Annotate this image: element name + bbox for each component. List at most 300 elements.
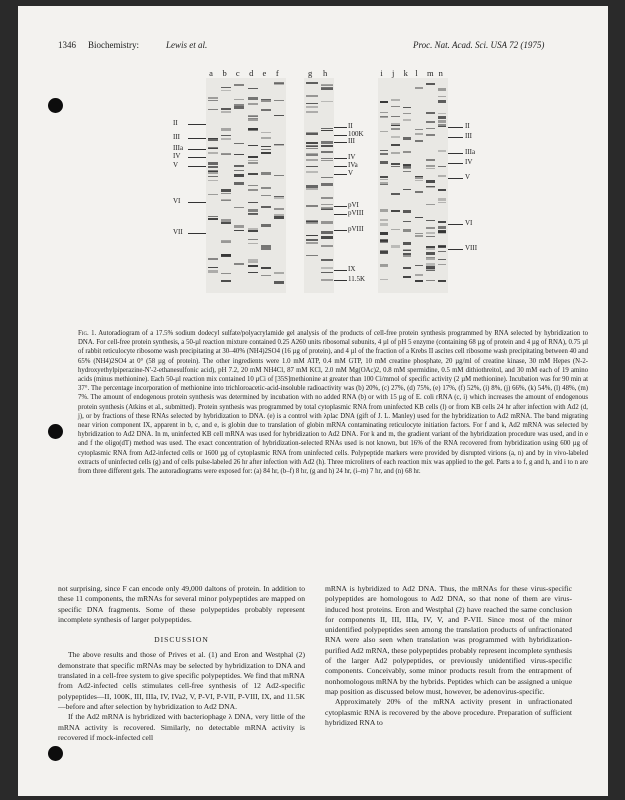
gel-band xyxy=(391,116,400,117)
gel-band xyxy=(261,245,271,247)
gel-band xyxy=(438,189,447,191)
gel-band xyxy=(403,171,412,172)
gel-band xyxy=(438,202,447,203)
gel-band xyxy=(208,97,218,99)
gel-band xyxy=(208,270,218,273)
marker-line xyxy=(334,166,347,167)
marker-label-mid: IX xyxy=(348,265,356,273)
gel-band xyxy=(380,242,389,243)
gel-band xyxy=(234,170,244,172)
gel-band xyxy=(415,274,424,276)
gel-band xyxy=(403,137,412,140)
gel-band xyxy=(415,217,424,218)
gel-band xyxy=(380,150,389,151)
lane-letter: m xyxy=(427,68,434,78)
marker-label-mid: pVIII xyxy=(348,225,364,233)
gel-band xyxy=(261,149,271,151)
gel-band xyxy=(391,193,400,195)
gel-band xyxy=(261,109,271,111)
gel-band xyxy=(415,129,424,130)
gel-band xyxy=(208,194,218,195)
gel-band xyxy=(438,113,447,115)
gel-band xyxy=(321,88,333,90)
marker-line xyxy=(334,174,347,175)
gel-band xyxy=(426,232,435,234)
gel-band xyxy=(261,267,271,270)
gel-band xyxy=(380,219,389,221)
gel-band xyxy=(306,235,318,236)
gel-band xyxy=(438,126,447,127)
gel-band xyxy=(403,242,412,245)
gel-band xyxy=(391,152,400,153)
marker-label-left: IV xyxy=(173,152,181,160)
paragraph: Approximately 20% of the mRNA activity present in unfractionated cytoplasmic RNA is recovered by the above procedure. Preparation of sufficient hybridized RNA to xyxy=(325,697,572,727)
marker-line xyxy=(448,163,463,164)
gel-band xyxy=(380,251,389,254)
gel-band xyxy=(248,88,258,89)
lane-letter: e xyxy=(262,68,267,78)
gel-lane xyxy=(221,78,231,293)
gel-band xyxy=(221,222,231,224)
marker-line xyxy=(188,138,206,139)
gel-band xyxy=(306,242,318,245)
gel-band xyxy=(306,205,318,207)
gel-band xyxy=(248,103,258,105)
marker-line xyxy=(448,178,463,179)
gel-band xyxy=(380,112,389,114)
gel-band xyxy=(248,118,258,120)
gel-band xyxy=(321,231,333,234)
marker-label-right: V xyxy=(465,173,471,181)
gel-band xyxy=(248,272,258,274)
gel-band xyxy=(438,198,447,201)
lane-letter: d xyxy=(249,68,254,78)
gel-band xyxy=(426,270,435,271)
gel-band xyxy=(208,100,218,101)
gel-band xyxy=(221,128,231,131)
gel-band xyxy=(403,210,412,212)
gel-band xyxy=(438,150,447,152)
gel-band xyxy=(261,224,271,227)
gel-band xyxy=(426,121,435,123)
gel-band xyxy=(380,209,389,211)
gel-band xyxy=(221,254,231,256)
gel-band xyxy=(306,82,318,84)
paragraph: The above results and those of Prives et al. (1) and Eron and Westphal (2) demonstrate that specific mRNAs may be selected by hybridization to DNA and translated in a cell-free system to give specific polypeptides. We find that mRNA from Ad2-infected cells stimulates cell-free synthesis of 12 Ad2-specific polypeptides—II, 100K, III, IIIa, IV, IVa2, V, P-VI, P-VII, P-VIII, IX, and 11.5K—before and after selection by hybridization to Ad2 DNA. xyxy=(58,650,305,711)
gel-band xyxy=(248,214,258,215)
lane-letter: l xyxy=(415,68,418,78)
gel-band xyxy=(248,173,258,175)
gel-band xyxy=(438,116,447,119)
marker-label-mid: IV xyxy=(348,153,356,161)
gel-band xyxy=(274,83,284,85)
gel-band xyxy=(248,162,258,164)
marker-label-right: IV xyxy=(465,158,473,166)
gel-band xyxy=(248,265,258,267)
gel-band xyxy=(321,204,333,205)
gel-band xyxy=(248,239,258,241)
gel-band xyxy=(415,87,424,88)
gel-band xyxy=(380,161,389,164)
gel-band xyxy=(261,99,271,102)
gel-band xyxy=(248,145,258,146)
gel-band xyxy=(391,163,400,165)
gel-band xyxy=(234,143,244,144)
lane-letter: b xyxy=(222,68,227,78)
gel-band xyxy=(261,247,271,249)
gel-band xyxy=(306,148,318,149)
gel-band xyxy=(438,88,447,91)
gel-band xyxy=(321,279,333,282)
gel-band xyxy=(403,164,412,166)
gel-band xyxy=(274,100,284,102)
gel-band xyxy=(403,267,412,269)
marker-line xyxy=(334,280,347,281)
gel-band xyxy=(208,147,218,149)
marker-line xyxy=(334,135,347,136)
gel-band xyxy=(234,165,244,167)
gel-lane xyxy=(403,78,412,293)
gel-band xyxy=(306,111,318,113)
marker-line xyxy=(334,206,347,207)
gel-band xyxy=(274,281,284,284)
gel-band xyxy=(306,255,318,256)
gel-band xyxy=(438,259,447,260)
gel-band xyxy=(391,144,400,146)
gel-band xyxy=(403,166,412,168)
gel-band xyxy=(306,185,318,188)
caption-text: Autoradiogram of a 17.5% sodium dodecyl sulfate/polyacrylamide gel analysis of the products of cell-free protein synthesis programmed by RNA selected by hybridization to DNA. For cell-free protein synthesis, a 50-µl reaction mixture contained 0.25 A260 units ribosomal subunits, 4 µl of pH 5 enzyme (containing 68 µg of protein and 4 µg of RNA), 0.75 µl of rabbit reticulocyte ribosome wash precipitating at 30–40% (NH4)2SO4 (16 µg of protein), and 4 µl of the fraction of a Krebs II ascites cell ribosome wash precipitating between 40 and 65% (NH4)2SO4 at 0° (58 µg of protein). The other ingredients were 1.0 mM ATP, 0.4 mM GTP, 10 mM creatine phosphate, 20 µg/ml of creatine kinase, 30 mM Hepes (N-2-hydroxyethylpiperazine-N'-2-ethanesulfonic acid), pH 7.2, 20 mM NH4Cl, 87 mM KCl, 2.0 mM Mg(OAc)2, 0.8 mM spermidine, 0.5 mM dithiothreitol, and 30 mM each of 19 amino acids (minus methionine). Each 50-µl reaction mix contained 10 µCi of [35S]methionine at greater than 100 Ci/mmol of specific activity (2 µM methionine). Incubation was for 90 min at 37°. The percentage incorporation of methionine into trichloroacetic-acid-insoluble radioactivity was (b) 20%, (c) 27%, (d) 75%, (e) 17%, (f) 52%, (i) 8%, (j) 66%, (k) 54%, (l) 48%, (m) 7%. The amount of endogenous protein synthesis was determined by incubation with no added RNA (b) or with 15 µg of E. coli rRNA (c, i) which increases the amount of endogenous protein synthesis (Atkins et al., submitted). Protein synthesis was programmed by total cytoplasmic RNA from uninfected KB cells (l) or from KB cells 24 hr after infection with Ad2 (d, j), or by fractions of these RNAs selected by hybridization to DNA. (e) is a control with λplac DNA (gift of J. L. Manley) used for the hybridization to Ad2 mRNA. The band migrating near virion component IX, apparent in b, c, and e, is globin due to translation of globin mRNA contaminating reticulocyte initiation factors. For f and k, Ad2 mRNA was selected by hybridization to Ad2 DNA. In m, uninfected KB cell mRNA was used for hybridization to Ad2 DNA. For k and m, the gradient variant of the hybridization procedure was used, and in e and f the oligo(dT) method was used. The exact concentration of hybridization-selected RNAs used is not known, but 16% of the RNA recovered from hybridization using 600 µg of cytoplasmic RNA from Ad2-infected cells or 1600 µg of cytoplasmic RNA from uninfected cells. Polypeptide markers were provided by disrupted virions (a, n) and by in vivo-labeled extracts of uninfected cells (g) and of cells pulse-labeled 26 hr after infection with Ad2 (h). Three microliters of each reaction mix was applied to the gel. Parts a to f, g and h, and i to n are from three different gels. The autoradiograms were exposed for: (a) 84 hr, (b–f) 8 hr, (g and h) 24 hr, (i–m) 7 hr, and (n) 68 hr. xyxy=(78,330,589,476)
gel-band xyxy=(426,186,435,187)
gel-band xyxy=(221,108,231,109)
gel-band xyxy=(248,209,258,212)
gel-band xyxy=(248,261,258,263)
figure-caption xyxy=(78,329,588,476)
gel-band xyxy=(234,230,244,232)
gel-band xyxy=(306,106,318,108)
gel-band xyxy=(426,180,435,183)
gel-band xyxy=(321,145,333,147)
gel-band xyxy=(248,115,258,117)
marker-line xyxy=(188,157,206,158)
gel-band xyxy=(438,120,447,123)
gel-band xyxy=(306,154,318,156)
page-number: 1346 xyxy=(58,40,76,50)
gel-band xyxy=(221,87,231,88)
gel-band xyxy=(391,125,400,126)
binder-hole xyxy=(48,424,63,439)
gel-band xyxy=(415,280,424,282)
lane-letter: g xyxy=(308,68,313,78)
gel-band xyxy=(426,246,435,248)
marker-line xyxy=(448,127,463,128)
gel-band xyxy=(321,101,333,102)
gel-band xyxy=(234,174,244,177)
gel-band xyxy=(426,252,435,255)
gel-band xyxy=(274,216,284,219)
gel-band xyxy=(438,166,447,167)
gel-band xyxy=(234,84,244,87)
gel-band xyxy=(380,223,389,226)
gel-band xyxy=(221,135,231,136)
marker-line xyxy=(334,142,347,143)
gel-band xyxy=(426,112,435,114)
gel-band xyxy=(426,168,435,169)
gel-band xyxy=(208,166,218,168)
journal-section: Biochemistry: xyxy=(88,40,139,50)
gel-band xyxy=(274,196,284,199)
gel-band xyxy=(221,200,231,202)
gel-band xyxy=(415,191,424,193)
gel-band xyxy=(380,117,389,118)
gel-lane xyxy=(208,78,218,293)
gel-band xyxy=(403,119,412,122)
gel-band xyxy=(391,106,400,107)
gel-band xyxy=(306,220,318,223)
marker-line xyxy=(188,124,206,125)
gel-band xyxy=(208,180,218,181)
gel-band xyxy=(321,130,333,131)
lane-letter: h xyxy=(323,68,328,78)
gel-band xyxy=(426,248,435,250)
gel-band xyxy=(426,258,435,260)
gel-band xyxy=(234,207,244,208)
gel-band xyxy=(261,206,271,209)
gel-band xyxy=(208,138,218,139)
gel-band xyxy=(208,267,218,268)
gel-band xyxy=(438,233,447,234)
gel-band xyxy=(426,204,435,205)
gel-band xyxy=(438,96,447,98)
gel-lane xyxy=(380,78,389,293)
marker-label-right: VI xyxy=(465,219,473,227)
gel-band xyxy=(438,264,447,265)
gel-band xyxy=(403,221,412,222)
gel-band xyxy=(248,97,258,100)
gel-band xyxy=(380,232,389,235)
gel-band xyxy=(403,189,412,190)
gel-band xyxy=(221,193,231,194)
gel-band xyxy=(426,227,435,230)
gel-band xyxy=(248,185,258,186)
gel-band xyxy=(261,195,271,196)
gel-band xyxy=(248,228,258,231)
gel-band xyxy=(261,152,271,154)
gel-band xyxy=(208,109,218,110)
gel-lane xyxy=(234,78,244,293)
gel-band xyxy=(234,182,244,185)
gel-lane xyxy=(415,78,424,293)
gel-band xyxy=(306,166,318,167)
gel-band xyxy=(306,171,318,173)
gel-band xyxy=(248,202,258,204)
marker-label-mid: IVa xyxy=(348,161,358,169)
gel-band xyxy=(234,99,244,100)
marker-line xyxy=(188,233,206,234)
gel-band xyxy=(261,132,271,133)
paragraph: If the Ad2 mRNA is hybridized with bacteriophage λ DNA, very little of the mRNA activity is recovered. Similarly, no detectable mRNA activity is recovered if mock-infected cell xyxy=(58,712,305,742)
gel-panel xyxy=(206,78,286,293)
gel-band xyxy=(306,146,318,147)
journal-citation: Proc. Nat. Acad. Sci. USA 72 (1975) xyxy=(413,40,545,50)
gel-lane xyxy=(274,78,284,293)
gel-band xyxy=(403,249,412,252)
gel-lane xyxy=(306,78,318,293)
gel-band xyxy=(221,153,231,154)
gel-band xyxy=(415,235,424,237)
authors: Lewis et al. xyxy=(166,40,208,50)
gel-band xyxy=(306,132,318,135)
gel-band xyxy=(234,106,244,109)
lane-letter: i xyxy=(380,68,383,78)
gel-band xyxy=(415,177,424,179)
marker-line xyxy=(188,166,206,167)
marker-label-mid: V xyxy=(348,169,354,177)
marker-label-mid: pVI xyxy=(348,201,359,209)
marker-label-mid: 100K xyxy=(348,130,364,138)
gel-lane xyxy=(248,78,258,293)
gel-band xyxy=(274,208,284,210)
lane-letter: n xyxy=(438,68,443,78)
gel-band xyxy=(426,236,435,237)
marker-label-right: VIII xyxy=(465,244,478,252)
gel-band xyxy=(321,177,333,178)
gel-band xyxy=(274,115,284,116)
gel-band xyxy=(380,176,389,178)
gel-band xyxy=(306,95,318,97)
gel-band xyxy=(208,218,218,220)
gel-band xyxy=(221,90,231,91)
marker-line xyxy=(334,158,347,159)
marker-label-right: IIIa xyxy=(465,148,476,156)
gel-band xyxy=(438,100,447,102)
section-heading: DISCUSSION xyxy=(154,635,209,645)
journal-page xyxy=(18,6,608,796)
paragraph: mRNA is hybridized to Ad2 DNA. Thus, the mRNAs for these virus-specific polypeptides are homologous to Ad2 DNA, so that none of them are virus-induced host proteins. Eron and Westphal (2) have reached the same conclusion for components II, III, IIIa, IV, V, and P-VII. Since most of the minor unidentified polypeptides seen among the translation products of unfractionated RNA were also seen when translation was programmed with hybridization-purified Ad2 mRNA, these polypeptides probably represent incomplete synthesis of the larger Ad2 polypeptides, or previously unidentified virus-specific components. Conceivably, some minor products result from the entrapment of nonhomologous mRNA by the hybrids. Peptides which can be assigned a unique map position as discussed below must, however, be adenovirus-specific. xyxy=(325,584,572,696)
gel-band xyxy=(321,207,333,208)
gel-band xyxy=(221,111,231,113)
right-column xyxy=(325,584,572,728)
gel-band xyxy=(248,156,258,158)
gel-band xyxy=(208,258,218,260)
gel-band xyxy=(248,160,258,161)
gel-band xyxy=(438,251,447,252)
marker-line xyxy=(448,153,463,154)
gel-band xyxy=(403,229,412,232)
gel-band xyxy=(306,223,318,224)
gel-band xyxy=(426,128,435,129)
gel-band xyxy=(426,268,435,270)
gel-band xyxy=(248,243,258,245)
gel-band xyxy=(321,183,333,186)
gel-lane xyxy=(426,78,435,293)
gel-band xyxy=(438,280,447,282)
gel-band xyxy=(438,226,447,229)
gel-band xyxy=(274,272,284,274)
gel-band xyxy=(391,136,400,138)
gel-lane xyxy=(261,78,271,293)
gel-band xyxy=(415,133,424,135)
gel-band xyxy=(321,221,333,224)
paragraph: not surprising, since F can encode only 49,000 daltons of protein. In addition to these 11 components, the mRNAs for several minor polypeptides are mapped on specific DNA fragments. Some of these polypeptides probably represent incomplete synthesis of larger polypeptides. xyxy=(58,584,305,624)
lane-letter: a xyxy=(209,68,213,78)
marker-line xyxy=(188,149,206,150)
gel-band xyxy=(426,134,435,137)
marker-label-left: II xyxy=(173,119,178,127)
gel-band xyxy=(438,221,447,223)
gel-band xyxy=(234,263,244,265)
gel-band xyxy=(403,253,412,255)
binder-hole xyxy=(48,746,63,761)
gel-band xyxy=(321,272,333,273)
marker-line xyxy=(334,127,347,128)
gel-band xyxy=(415,140,424,142)
marker-line xyxy=(448,137,463,138)
gel-band xyxy=(221,240,231,241)
gel-band xyxy=(261,172,271,175)
gel-band xyxy=(274,175,284,176)
gel-band xyxy=(321,151,333,153)
gel-band xyxy=(321,209,333,211)
marker-label-left: IIIa xyxy=(173,144,184,152)
gel-band xyxy=(391,210,400,212)
gel-lane xyxy=(391,78,400,293)
gel-band xyxy=(321,85,333,86)
gel-band xyxy=(415,233,424,234)
marker-line xyxy=(334,214,347,215)
marker-label-right: II xyxy=(465,122,470,130)
gel-band xyxy=(321,259,333,261)
gel-lane xyxy=(321,78,333,293)
binder-hole xyxy=(48,98,63,113)
gel-band xyxy=(321,141,333,144)
marker-label-left: III xyxy=(173,133,180,141)
gel-band xyxy=(274,144,284,146)
marker-label-mid: 11.5K xyxy=(348,275,366,283)
lane-letter: k xyxy=(403,68,408,78)
gel-band xyxy=(306,159,318,162)
gel-lane xyxy=(438,78,447,293)
gel-band xyxy=(403,113,412,114)
marker-line xyxy=(448,224,463,225)
marker-label-mid: pVIII xyxy=(348,209,364,217)
caption-label: Fig. 1. xyxy=(78,330,97,337)
gel-band xyxy=(321,197,333,199)
gel-band xyxy=(261,137,271,139)
gel-band xyxy=(221,138,231,140)
gel-band xyxy=(261,275,271,276)
gel-band xyxy=(261,146,271,147)
gel-band xyxy=(426,220,435,221)
gel-band xyxy=(321,267,333,270)
gel-band xyxy=(306,142,318,144)
gel-band xyxy=(221,273,231,274)
gel-band xyxy=(234,225,244,227)
marker-label-left: V xyxy=(173,161,179,169)
lane-letter: c xyxy=(235,68,240,78)
lane-letter: j xyxy=(392,68,395,78)
gel-band xyxy=(248,189,258,190)
gel-band xyxy=(208,152,218,154)
marker-label-mid: II xyxy=(348,122,353,130)
marker-line xyxy=(448,249,463,250)
marker-label-mid: III xyxy=(348,137,355,145)
marker-label-right: III xyxy=(465,132,472,140)
gel-band xyxy=(380,266,389,267)
gel-band xyxy=(415,180,424,181)
gel-band xyxy=(403,151,412,153)
left-column xyxy=(58,584,305,743)
